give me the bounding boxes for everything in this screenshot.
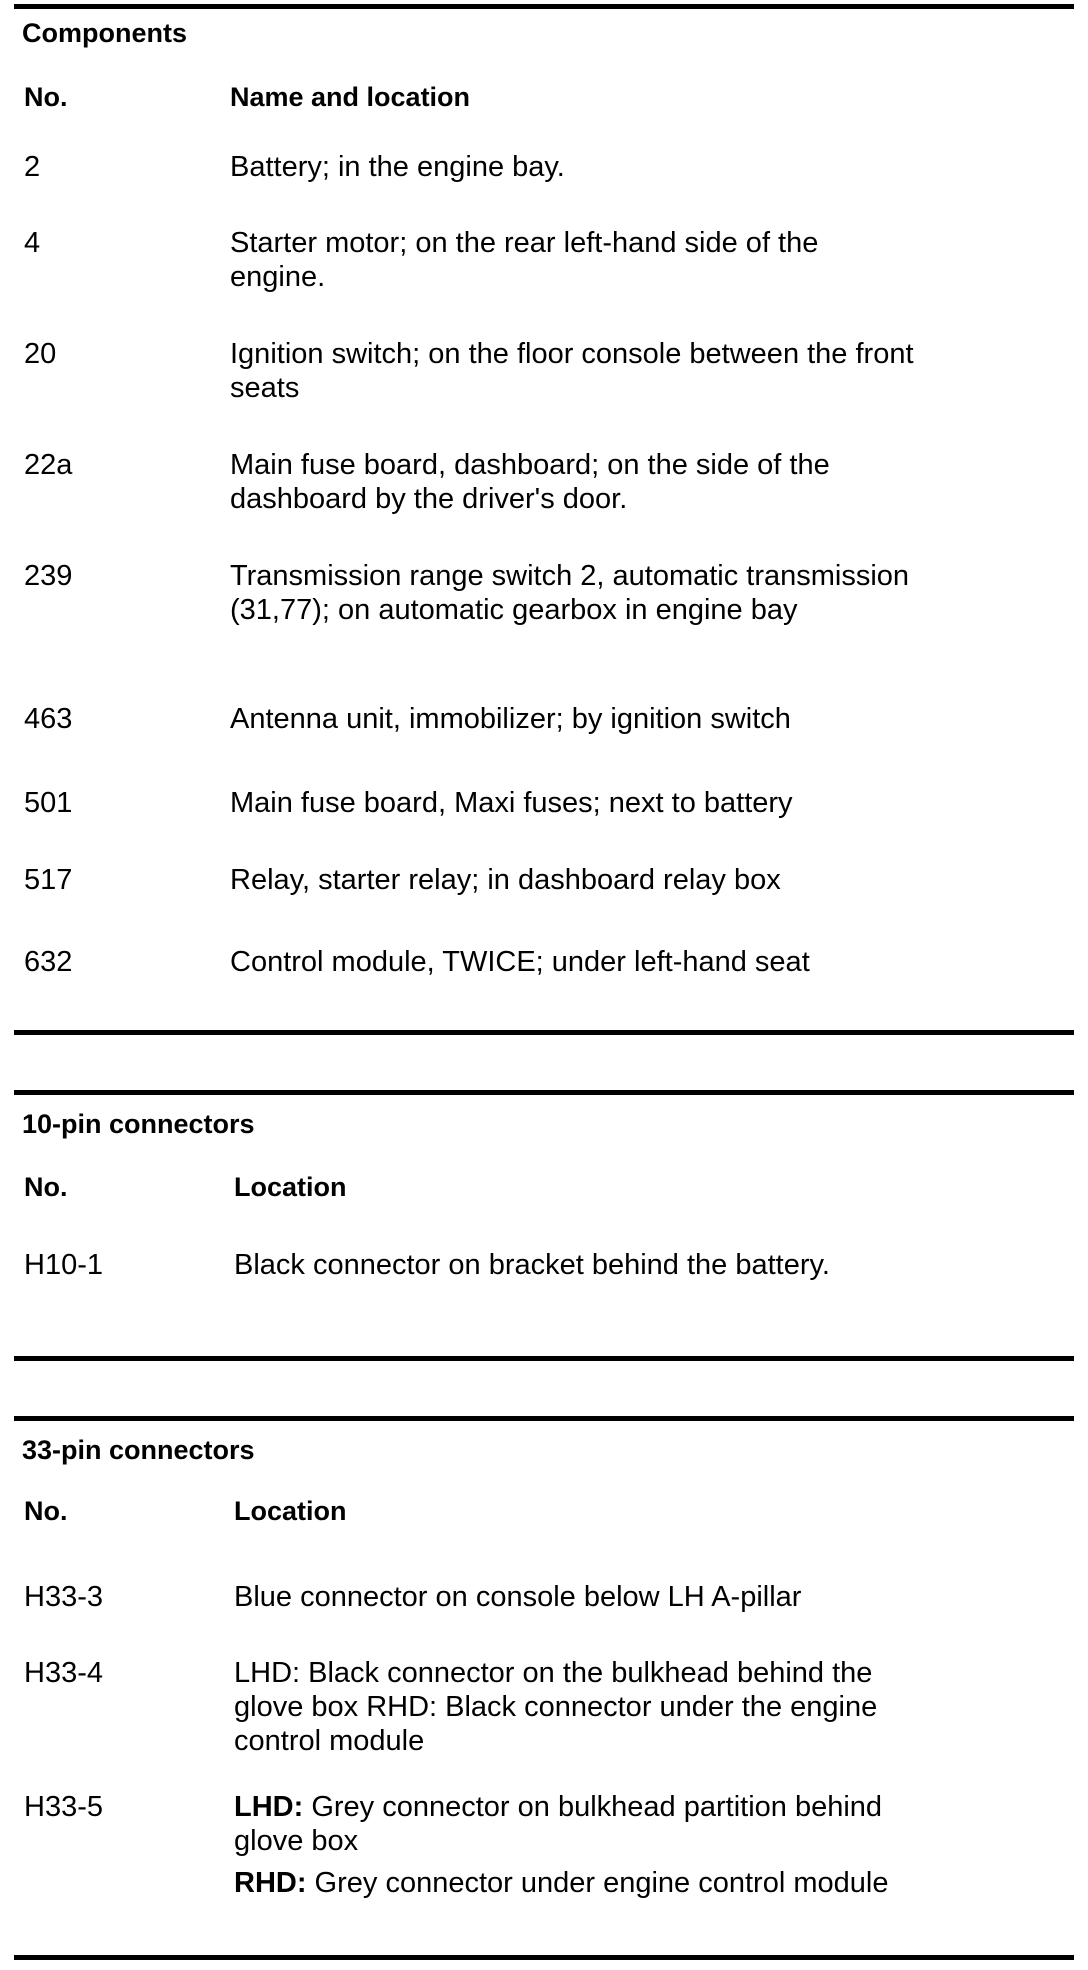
row-text: Control module, TWICE; under left-hand seat <box>230 946 810 978</box>
bottom-rule <box>14 1030 1074 1035</box>
lhd-label: LHD: <box>234 1791 304 1823</box>
rhd-label: RHD: <box>234 1867 307 1899</box>
row-text: Main fuse board, Maxi fuses; next to battery <box>230 787 793 819</box>
row-text: Ignition switch; on the floor console between the front seats <box>230 338 914 404</box>
row-no: H33-5 <box>24 1791 103 1823</box>
row-no: 4 <box>24 227 41 259</box>
connectors10-section <box>14 1090 1074 1370</box>
connectors33-section <box>14 1416 1074 1970</box>
row-no: 517 <box>24 864 73 896</box>
rhd-entry <box>234 1866 894 1900</box>
row-text: Transmission range switch 2, automatic transmission (31,77); on automatic gearbox in engine bay <box>230 560 910 626</box>
lhd-entry <box>234 1790 894 1858</box>
row-text: Black connector on bracket behind the battery. <box>234 1249 830 1281</box>
section-title: 10-pin connectors <box>22 1109 255 1139</box>
row-no: 239 <box>24 560 73 592</box>
col-location-header: Location <box>234 1496 347 1526</box>
row-text: Antenna unit, immobilizer; by ignition switch <box>230 703 791 735</box>
row-text: Main fuse board, dashboard; on the side of the dashboard by the driver's door. <box>230 449 830 515</box>
section-title: Components <box>22 18 187 48</box>
row-text: LHD: Black connector on the bulkhead behind the glove box RHD: Black connector under the engine control module <box>234 1657 878 1757</box>
row-no: H33-3 <box>24 1581 103 1613</box>
col-no-header: No. <box>24 1496 68 1526</box>
row-no: 2 <box>24 151 41 183</box>
row-text: Blue connector on console below LH A-pillar <box>234 1581 802 1613</box>
rhd-text: Grey connector under engine control module <box>306 1867 889 1899</box>
row-no: 501 <box>24 787 73 819</box>
row-text <box>234 1790 894 1900</box>
top-rule <box>14 4 1074 9</box>
row-text: Starter motor; on the rear left-hand side of the engine. <box>230 227 819 293</box>
lhd-text: Grey connector on bulkhead partition behind glove box <box>234 1791 883 1857</box>
row-no: H10-1 <box>24 1249 103 1281</box>
components-section <box>14 0 1074 1040</box>
bottom-rule <box>14 1356 1074 1361</box>
col-name-header: Name and location <box>230 82 471 112</box>
row-no: H33-4 <box>24 1657 103 1689</box>
top-rule <box>14 1416 1074 1421</box>
row-no: 632 <box>24 946 73 978</box>
top-rule <box>14 1090 1074 1095</box>
section-title: 33-pin connectors <box>22 1435 255 1465</box>
col-no-header: No. <box>24 1172 68 1202</box>
row-text: Battery; in the engine bay. <box>230 151 565 183</box>
row-no: 22a <box>24 449 73 481</box>
row-text: Relay, starter relay; in dashboard relay box <box>230 864 781 896</box>
row-no: 463 <box>24 703 73 735</box>
col-no-header: No. <box>24 82 68 112</box>
col-location-header: Location <box>234 1172 347 1202</box>
bottom-rule <box>14 1955 1074 1960</box>
row-no: 20 <box>24 338 57 370</box>
